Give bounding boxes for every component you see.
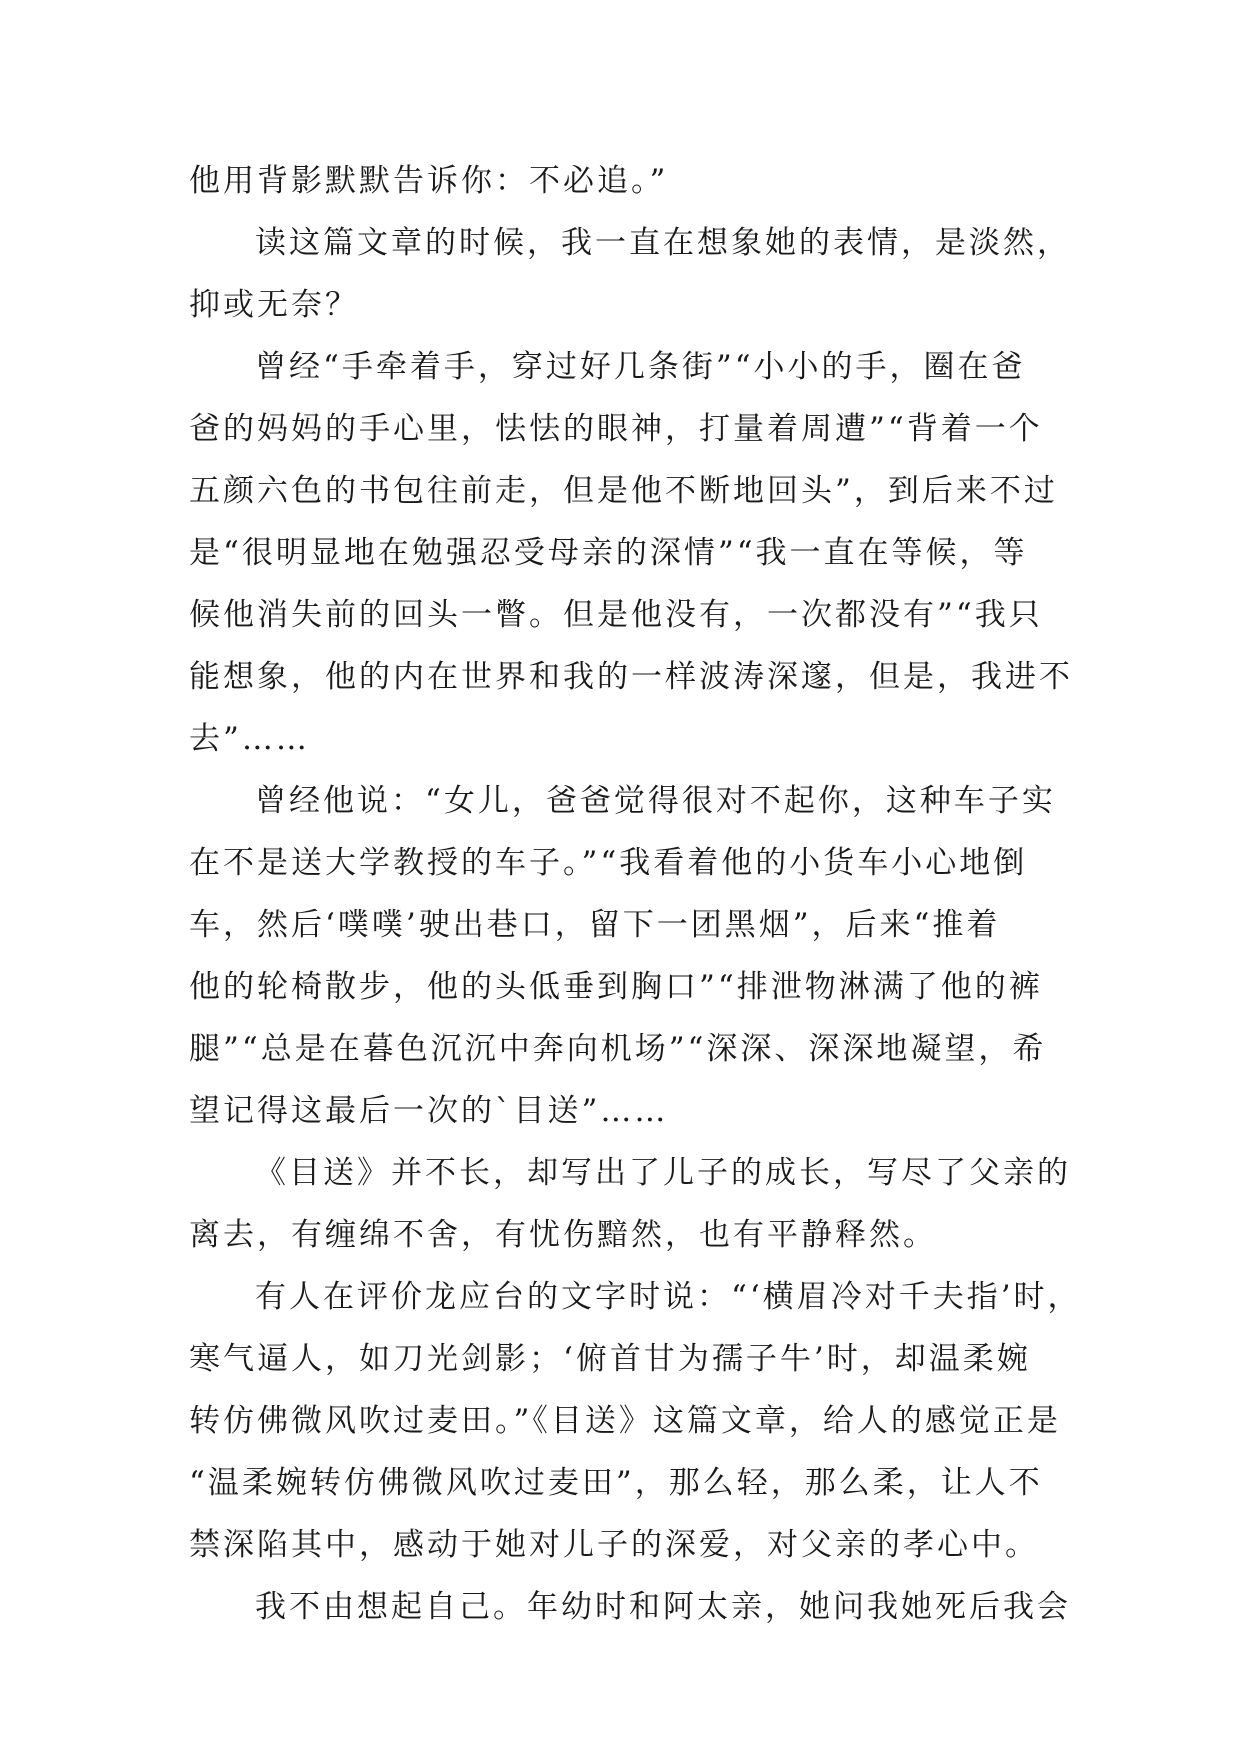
text-line: 爸的妈妈的手心里，怯怯的眼神，打量着周遭”“背着一个 [189,411,1043,447]
text-line: 曾经“手牵着手，穿过好几条街”“小小的手，圈在爸 [255,349,1026,385]
text-line: 寒气逼人，如刀光剑影；‘俯首甘为孺子牛’时，却温柔婉 [189,1341,1031,1377]
text-line: 禁深陷其中，感动于她对儿子的深爱，对父亲的孝心中。 [189,1527,1039,1563]
text-line: 在不是送大学教授的车子。”“我看着他的小货车小心地倒 [189,845,1028,881]
text-line: 能想象，他的内在世界和我的一样波涛深邃，但是，我进不 [189,659,1073,695]
text-line: 腿”“总是在暮色沉沉中奔向机场”“深深、深深地凝望，希 [189,1031,1047,1067]
text-line: 曾经他说：“女儿，爸爸觉得很对不起你，这种车子实 [255,783,1056,819]
text-line: 他用背影默默告诉你：不必追。” [189,163,669,199]
text-line: 五颜六色的书包往前走，但是他不断地回头”，到后来不过 [189,473,1058,509]
text-line: 是“很明显地在勉强忍受母亲的深情”“我一直在等候，等 [189,535,1028,571]
text-line: “温柔婉转仿佛微风吹过麦田”，那么轻，那么柔，让人不 [189,1465,1043,1501]
text-line: 读这篇文章的时候，我一直在想象她的表情，是淡然， [255,225,1071,261]
text-line: 车，然后‘噗噗’驶出巷口，留下一团黑烟”，后来“推着 [189,907,1001,943]
body-text [189,150,1082,1638]
text-line: 望记得这最后一次的`目送”…… [189,1093,669,1129]
text-line: 候他消失前的回头一瞥。但是他没有，一次都没有”“我只 [189,597,1043,633]
text-line: 离去，有缠绵不舍，有忧伤黯然，也有平静释然。 [189,1217,937,1253]
text-line: 转仿佛微风吹过麦田。”《目送》这篇文章，给人的感觉正是 [189,1403,1061,1439]
text-line: 他的轮椅散步，他的头低垂到胸口”“排泄物淋满了他的裤 [189,969,1043,1005]
text-line: 抑或无奈？ [189,287,359,323]
text-line: 我不由想起自己。年幼时和阿太亲，她问我她死后我会 [255,1589,1071,1625]
text-line: 有人在评价龙应台的文字时说：“‘横眉冷对千夫指’时， [255,1279,1082,1315]
text-line: 《目送》并不长，却写出了儿子的成长，写尽了父亲的 [255,1155,1071,1191]
text-line: 去”…… [189,721,310,757]
